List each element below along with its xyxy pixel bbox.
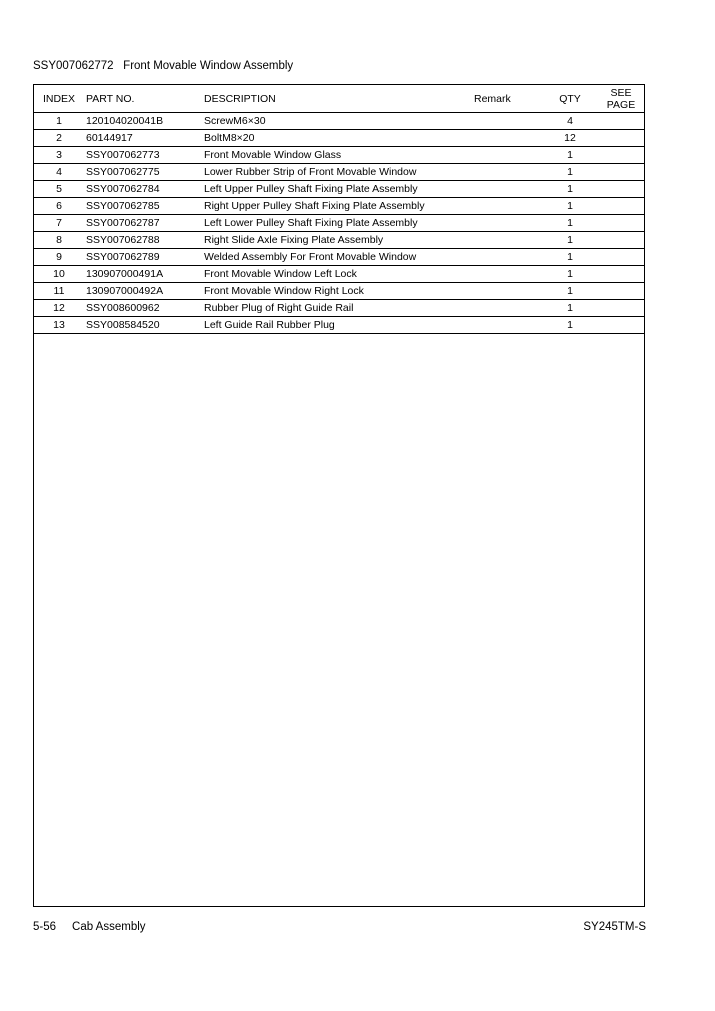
cell-qty: 1 [542,283,598,300]
cell-description: Left Guide Rail Rubber Plug [202,317,472,334]
cell-index: 6 [34,198,84,215]
cell-index: 9 [34,249,84,266]
table-row [34,113,644,130]
cell-qty: 1 [542,300,598,317]
cell-index: 1 [34,113,84,130]
cell-see-page [598,215,644,232]
cell-see-page [598,300,644,317]
cell-qty: 1 [542,181,598,198]
cell-see-page [598,283,644,300]
cell-see-page [598,147,644,164]
cell-description: Right Slide Axle Fixing Plate Assembly [202,232,472,249]
cell-index: 13 [34,317,84,334]
column-header-description: DESCRIPTION [202,85,472,113]
cell-index: 7 [34,215,84,232]
cell-qty: 12 [542,130,598,147]
column-header-remark: Remark [472,85,542,113]
table-row [34,300,644,317]
cell-part-no: 130907000492A [84,283,202,300]
table-row [34,317,644,334]
cell-description: Front Movable Window Right Lock [202,283,472,300]
cell-remark [472,113,542,130]
cell-remark [472,147,542,164]
table-row [34,164,644,181]
cell-qty: 1 [542,198,598,215]
cell-remark [472,198,542,215]
cell-qty: 1 [542,232,598,249]
cell-part-no: SSY008584520 [84,317,202,334]
cell-description: Front Movable Window Left Lock [202,266,472,283]
parts-table [34,85,644,334]
cell-qty: 1 [542,215,598,232]
cell-see-page [598,249,644,266]
cell-description: Welded Assembly For Front Movable Window [202,249,472,266]
table-row [34,266,644,283]
parts-table-header [34,85,644,113]
cell-see-page [598,164,644,181]
cell-see-page [598,198,644,215]
table-row [34,232,644,249]
cell-part-no: 130907000491A [84,266,202,283]
parts-table-body [34,113,644,334]
cell-part-no: 60144917 [84,130,202,147]
cell-index: 2 [34,130,84,147]
cell-index: 11 [34,283,84,300]
column-header-see-page [598,85,644,113]
page-header [33,60,293,72]
cell-part-no: SSY007062775 [84,164,202,181]
cell-remark [472,181,542,198]
column-header-qty: QTY [542,85,598,113]
cell-description: Left Upper Pulley Shaft Fixing Plate Assembly [202,181,472,198]
cell-qty: 1 [542,266,598,283]
cell-remark [472,317,542,334]
section-name: Cab Assembly [72,921,146,933]
table-row [34,130,644,147]
cell-part-no: SSY007062789 [84,249,202,266]
cell-description: Right Upper Pulley Shaft Fixing Plate Assembly [202,198,472,215]
cell-index: 5 [34,181,84,198]
cell-index: 10 [34,266,84,283]
cell-part-no: SSY007062787 [84,215,202,232]
cell-qty: 1 [542,249,598,266]
cell-remark [472,130,542,147]
table-row [34,215,644,232]
cell-qty: 1 [542,317,598,334]
cell-part-no: SSY008600962 [84,300,202,317]
cell-see-page [598,266,644,283]
table-row [34,283,644,300]
cell-see-page [598,113,644,130]
table-row [34,198,644,215]
table-row [34,249,644,266]
cell-remark [472,232,542,249]
cell-description: Left Lower Pulley Shaft Fixing Plate Assembly [202,215,472,232]
cell-description: Rubber Plug of Right Guide Rail [202,300,472,317]
page-number: 5-56 [33,921,57,933]
assembly-title: Front Movable Window Assembly [123,60,294,72]
see-page-line2: PAGE [606,98,636,111]
table-row [34,181,644,198]
column-header-part-no: PART NO. [84,85,202,113]
cell-remark [472,215,542,232]
column-header-index: INDEX [34,85,84,113]
cell-part-no: SSY007062784 [84,181,202,198]
cell-qty: 1 [542,147,598,164]
cell-index: 8 [34,232,84,249]
cell-part-no: SSY007062788 [84,232,202,249]
cell-qty: 1 [542,164,598,181]
cell-description: Lower Rubber Strip of Front Movable Window [202,164,472,181]
cell-description: Front Movable Window Glass [202,147,472,164]
cell-part-no: SSY007062785 [84,198,202,215]
cell-remark [472,164,542,181]
table-row [34,147,644,164]
cell-see-page [598,232,644,249]
cell-remark [472,249,542,266]
cell-see-page [598,317,644,334]
page-footer-left [33,921,146,933]
cell-index: 4 [34,164,84,181]
cell-description: BoltM8×20 [202,130,472,147]
cell-description: ScrewM6×30 [202,113,472,130]
cell-see-page [598,130,644,147]
cell-index: 3 [34,147,84,164]
cell-qty: 4 [542,113,598,130]
cell-see-page [598,181,644,198]
cell-remark [472,283,542,300]
assembly-code: SSY007062772 [33,60,114,72]
model-name: SY245TM-S [583,921,646,933]
cell-part-no: SSY007062773 [84,147,202,164]
cell-index: 12 [34,300,84,317]
parts-list-frame [33,84,645,907]
cell-remark [472,266,542,283]
cell-remark [472,300,542,317]
cell-part-no: 120104020041B [84,113,202,130]
see-page-line1: SEE [610,86,632,99]
